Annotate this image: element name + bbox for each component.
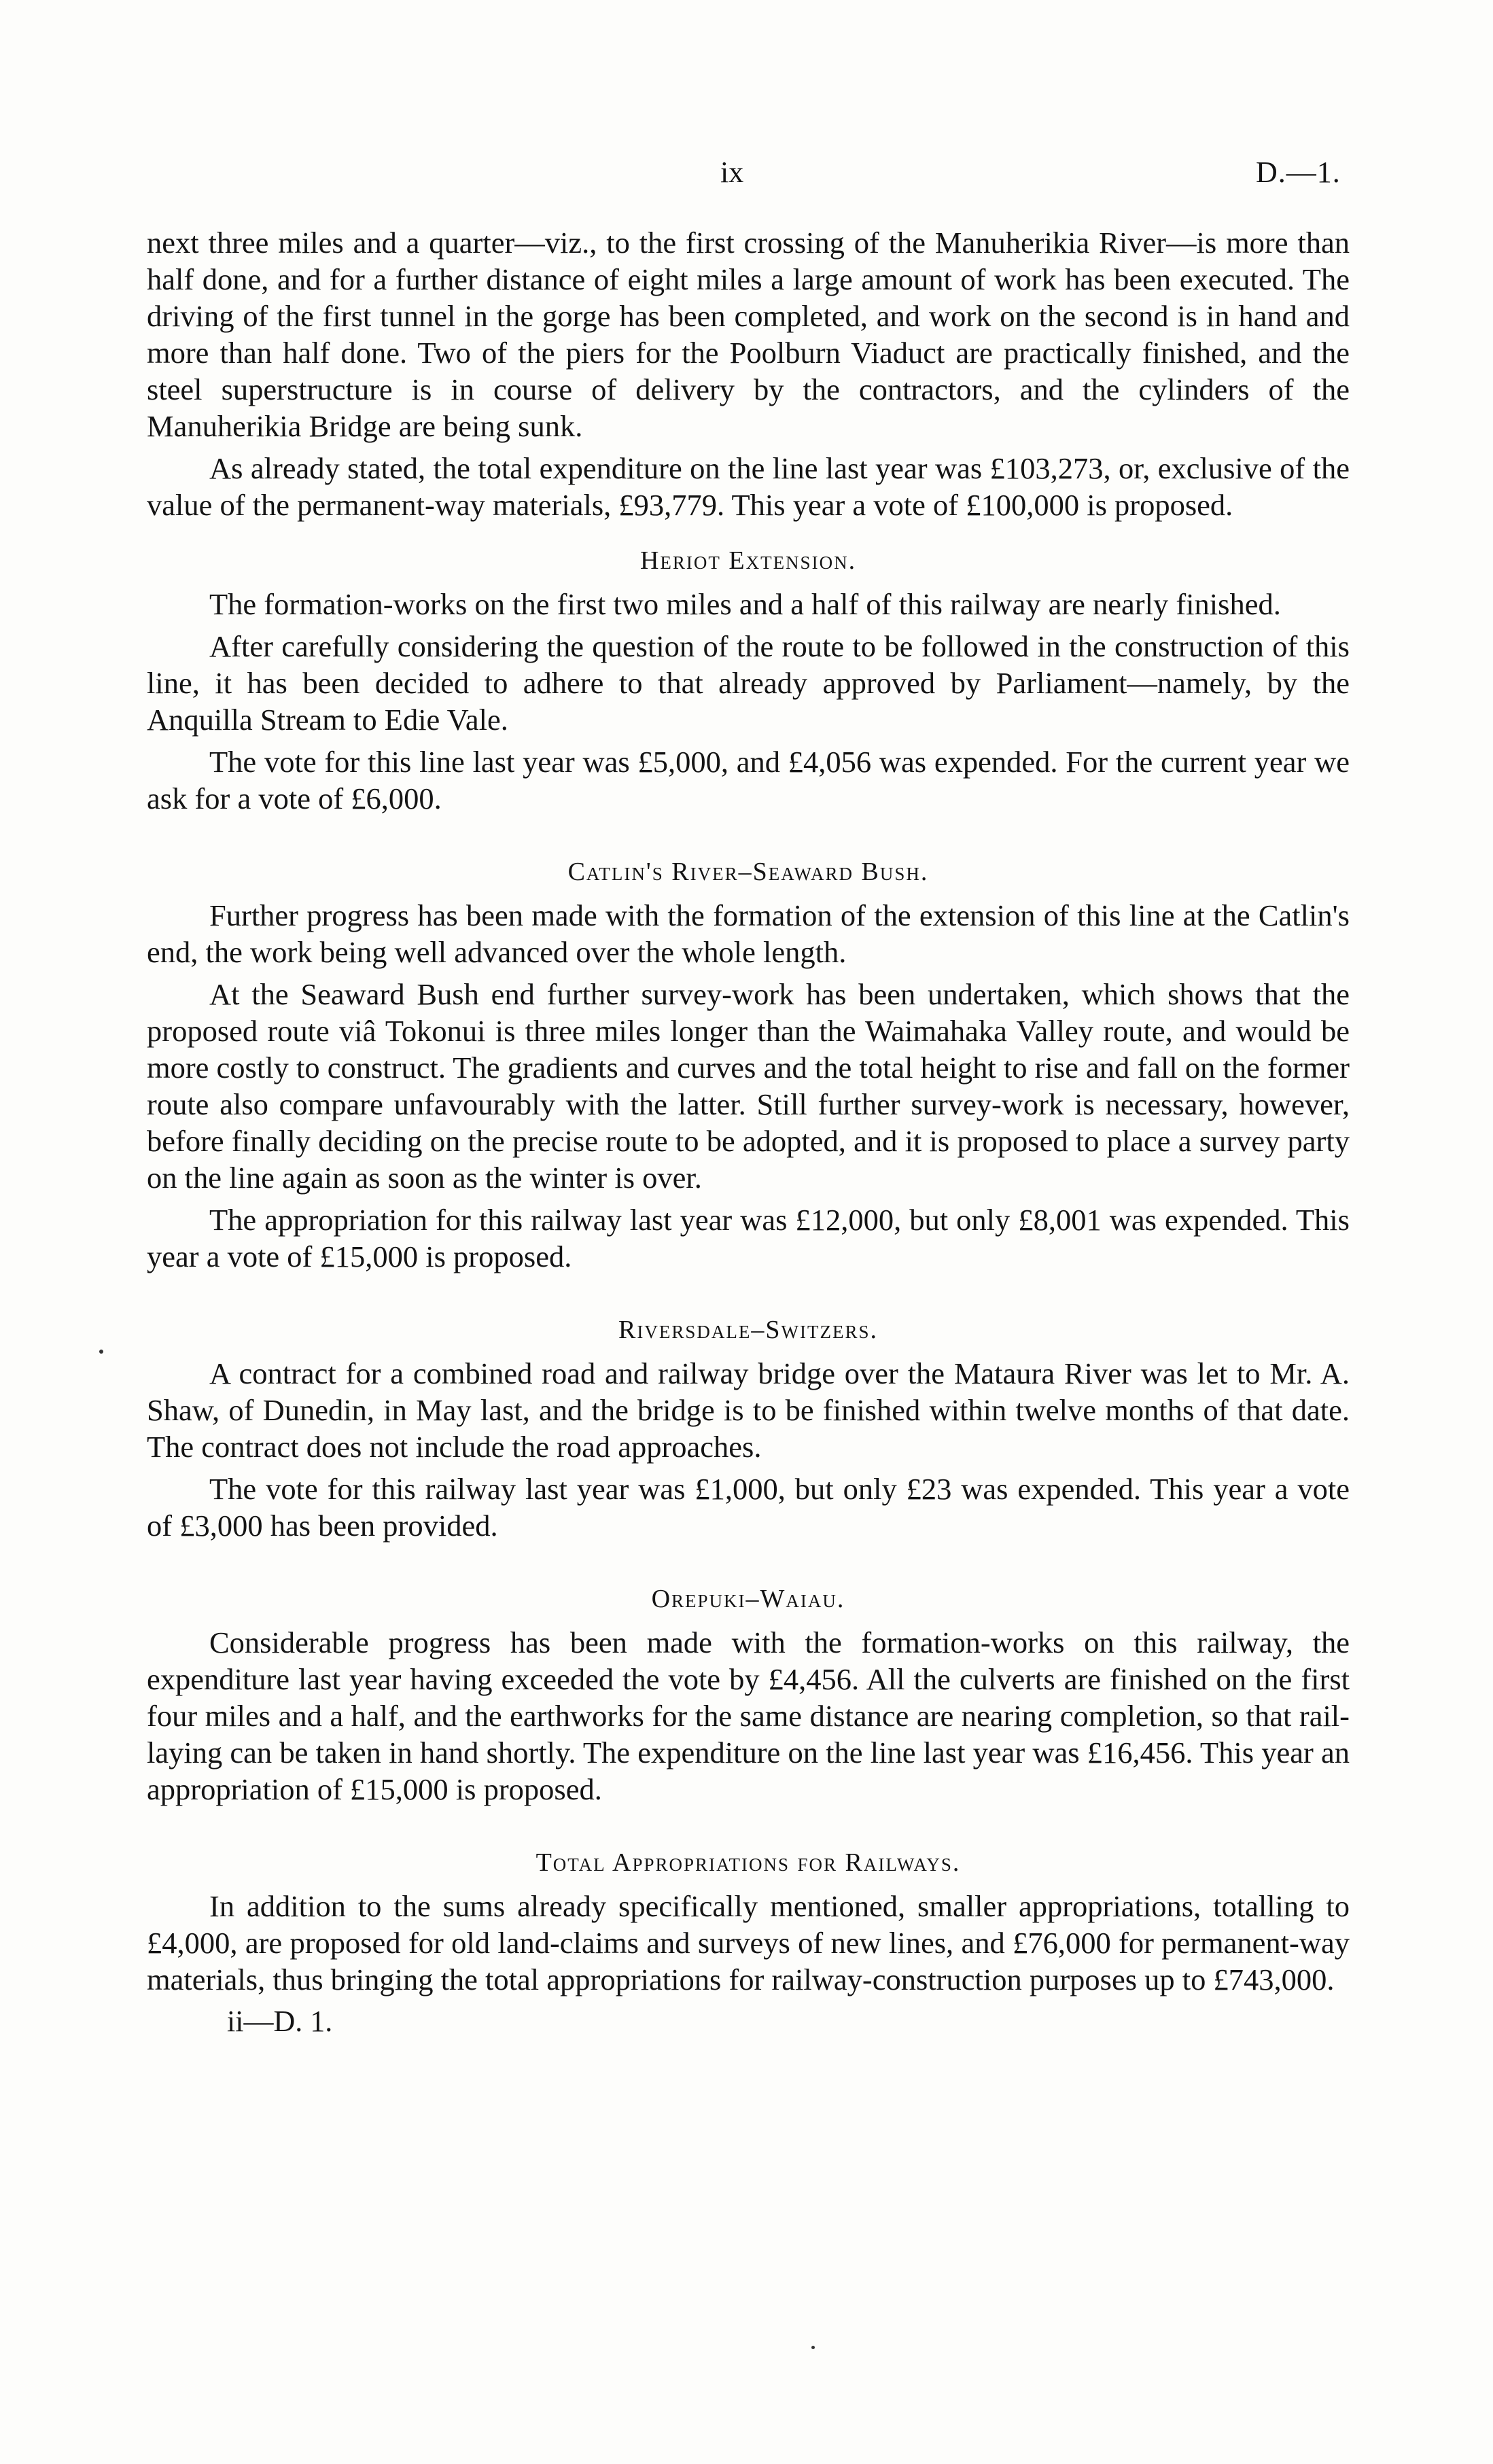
document-body [147, 224, 1350, 2040]
section-heading-heriot: Heriot Extension. [639, 546, 857, 575]
paragraph: After carefully considering the question of the route to be followed in the construction of this line, it has been decided to adhere to that already approved by Parliament—namely, by the Anquilla Stream to Edie Vale. [147, 629, 1350, 737]
paragraph: The formation-works on the first two miles and a half of this railway are nearly finished. [209, 587, 1281, 621]
section-heading-catlins: Catlin's River–Seaward Bush. [567, 858, 929, 886]
print-speck [99, 1350, 103, 1354]
paragraph: The vote for this railway last year was £1,000, but only £23 was expended. This year a vote of £3,000 has been provided. [147, 1472, 1350, 1543]
paragraph: A contract for a combined road and railway bridge over the Mataura River was let to Mr. A. Shaw, of Dunedin, in May last, and the bridge is to be finished within twelve months of that date. The contract does not include the road approaches. [147, 1356, 1350, 1464]
paragraph: The appropriation for this railway last year was £12,000, but only £8,001 was expended. This year a vote of £15,000 is proposed. [147, 1203, 1350, 1273]
page-number: ix [720, 156, 744, 189]
print-speck [811, 2346, 815, 2349]
paragraph: next three miles and a quarter—viz., to the first crossing of the Manuherikia River—is more than half done, and for a further distance of eight miles a large amount of work has been executed. The driving of the first tunnel in the gorge has been completed, and work on the second is in hand and more than half done. Two of the piers for the Poolburn Viaduct are practically finished, and the steel superstructure is in course of delivery by the contractors, and the cylinders of the Manuherikia Bridge are being sunk. [147, 226, 1350, 443]
paragraph: Further progress has been made with the formation of the extension of this line at the Catlin's end, the work being well advanced over the whole length. [147, 898, 1350, 969]
document-reference: D.—1. [1256, 156, 1341, 189]
paragraph: As already stated, the total expenditure on the line last year was £103,273, or, exclusive of the value of the permanent-way materials, £93,779. This year a vote of £100,000 is proposed. [147, 451, 1350, 522]
section-heading-orepuki: Orepuki–Waiau. [651, 1585, 845, 1613]
section-heading-total-appropriations: Total Appropriations for Railways. [535, 1848, 961, 1877]
paragraph: In addition to the sums already specifically mentioned, smaller appropriations, totalling to £4,000, are proposed for old land-claims and surveys of new lines, and £76,000 for permanent-way materials, thus bringing the total appropriations for railway-construction purposes up to £743,000. [147, 1889, 1350, 1996]
paragraph: Considerable progress has been made with the formation-works on this railway, the expenditure last year having exceeded the vote by £4,456. All the culverts are finished on the first four miles and a half, and the earthworks for the same distance are nearing completion, so that rail-laying can be taken in hand shortly. The expenditure on the line last year was £16,456. This year an appropriation of £15,000 is proposed. [147, 1625, 1350, 1806]
paragraph: At the Seaward Bush end further survey-work has been undertaken, which shows that the proposed route viâ Tokonui is three miles longer than the Waimahaka Valley route, and would be more costly to construct. The gradients and curves and the total height to rise and fall on the former route also compare unfavourably with the latter. Still further survey-work is necessary, however, before finally deciding on the precise route to be adopted, and it is proposed to place a survey party on the line again as soon as the winter is over. [147, 977, 1350, 1195]
signature-mark: ii—D. 1. [227, 2005, 333, 2038]
section-heading-riversdale: Riversdale–Switzers. [618, 1316, 878, 1344]
paragraph: The vote for this line last year was £5,000, and £4,056 was expended. For the current year we ask for a vote of £6,000. [147, 745, 1350, 815]
